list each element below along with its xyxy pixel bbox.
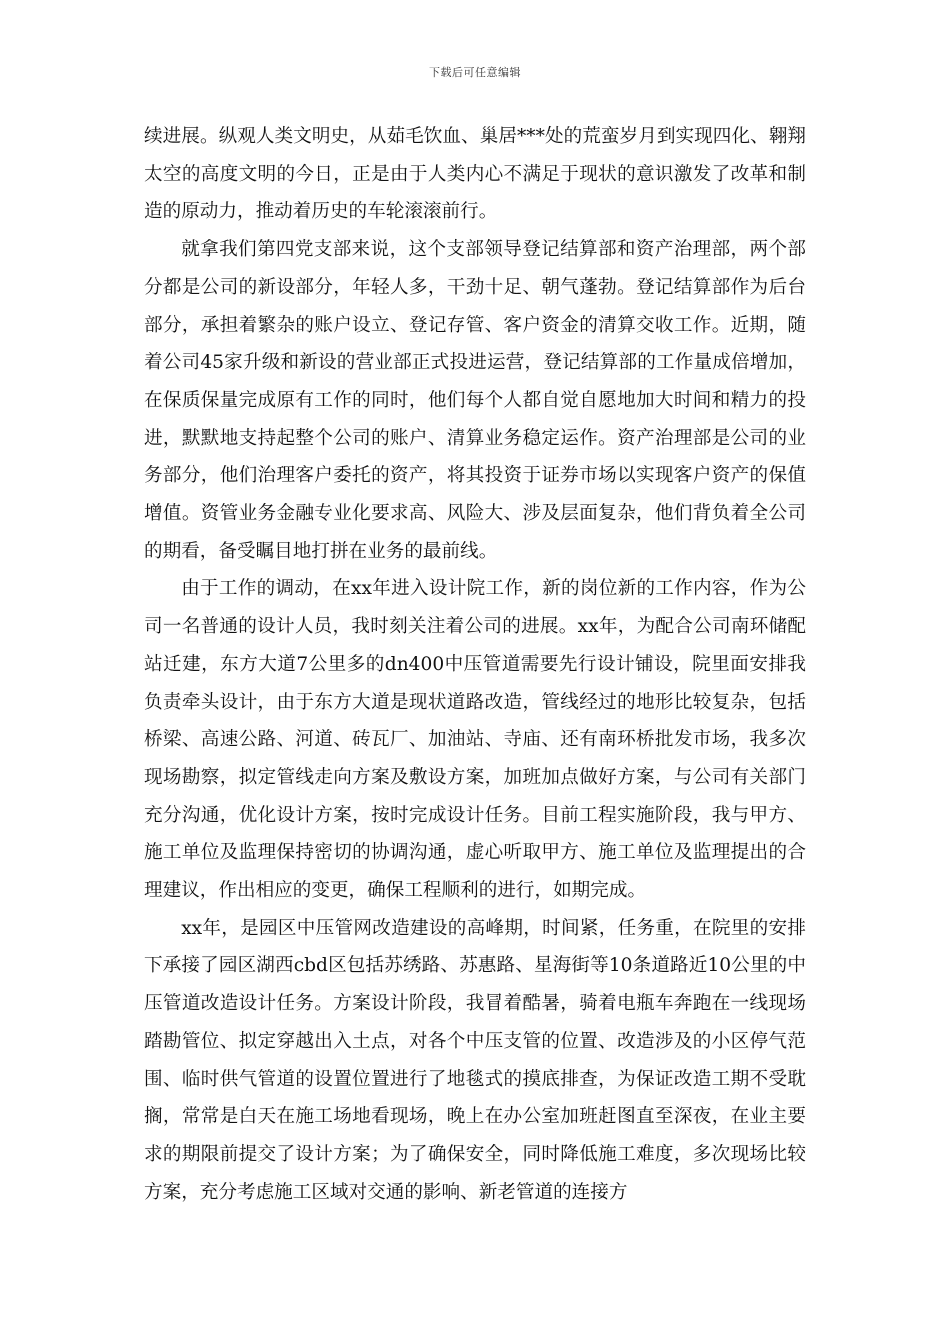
document-body [144, 118, 806, 1211]
page-header: 下载后可任意编辑 [429, 66, 521, 79]
paragraph-continuation: 续进展。纵观人类文明史，从茹毛饮血、巢居***处的荒蛮岁月到实现四化、翱翔太空的高度文明的今日，正是由于人类内心不满足于现状的意识激发了改革和制造的原动力，推动着历史的车轮滚滚前行。 [144, 126, 806, 223]
paragraph-party-branch: 就拿我们第四党支部来说，这个支部领导登记结算部和资产治理部，两个部分都是公司的新设部分，年轻人多，干劲十足、朝气蓬勃。登记结算部作为后台部分，承担着繁杂的账户设立、登记存管、客户资金的清算交收工作。近期，随着公司45家升级和新设的营业部正式投进运营，登记结算部的工作量成倍增加，在保质保量完成原有工作的同时，他们每个人都自觉自愿地加大时间和精力的投进，默默地支持起整个公司的账户、清算业务稳定运作。资产治理部是公司的业务部分，他们治理客户委托的资产，将其投资于证券市场以实现客户资产的保值增值。资管业务金融专业化要求高、风险大、涉及层面复杂，他们背负着全公司的期看，备受瞩目地打拼在业务的最前线。 [144, 239, 806, 562]
paragraph-design-institute: 由于工作的调动，在xx年进入设计院工作，新的岗位新的工作内容，作为公司一名普通的设计人员，我时刻关注着公司的进展。xx年，为配合公司南环储配站迁建，东方大道7公里多的dn400中压管道需要先行设计铺设，院里面安排我负责牵头设计，由于东方大道是现状道路改造，管线经过的地形比较复杂，包括桥梁、高速公路、河道、砖瓦厂、加油站、寺庙、还有南环桥批发市场，我多次现场勘察，拟定管线走向方案及敷设方案，加班加点做好方案，与公司有关部门充分沟通，优化设计方案，按时完成设计任务。目前工程实施阶段，我与甲方、施工单位及监理保持密切的协调沟通，虚心听取甲方、施工单位及监理提出的合理建议，作出相应的变更，确保工程顺利的进行，如期完成。 [144, 578, 806, 902]
paragraph-pipeline-renovation: xx年，是园区中压管网改造建设的高峰期，时间紧，任务重，在院里的安排下承接了园区湖西cbd区包括苏绣路、苏惠路、星海街等10条道路近10公里的中压管道改造设计任务。方案设计阶段，我冒着酷暑，骑着电瓶车奔跑在一线现场踏勘管位、拟定穿越出入土点，对各个中压支管的位置、改造涉及的小区停气范围、临时供气管道的设置位置进行了地毯式的摸底排查，为保证改造工期不受耽搁，常常是白天在施工场地看现场，晚上在办公室加班赶图直至深夜，在业主要求的期限前提交了设计方案；为了确保安全，同时降低施工难度，多次现场比较方案，充分考虑施工区域对交通的影响、新老管道的连接方 [144, 917, 806, 1203]
